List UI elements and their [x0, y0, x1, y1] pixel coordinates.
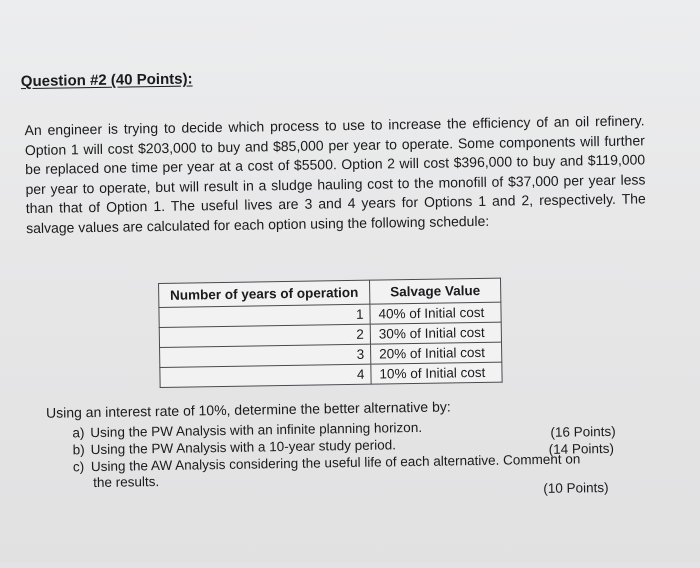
years-cell: 2 [159, 324, 370, 347]
question-heading: Question #2 (40 Points): [20, 70, 193, 91]
task-b-points: (14 Points) [548, 440, 615, 457]
task-c-letter: c) [72, 459, 85, 475]
table-row [160, 362, 502, 387]
problem-statement: An engineer is trying to decide which process to use to increase the efficiency of an oil refinery. Option 1 will cost $203,000 to buy and $85,000 per year to operate. Some components will further be replaced one time per year at a cost of $5500. Option 2 will cost $396,000 to buy and $119,000 per year to operate, but will result in a sludge hauling cost to the monofill of $37,000 per year less than that of Option 1. The useful lives are 3 and 4 years for Options 1 and 2, respectively. The salvage values are calculated for each option using the following schedule: [24, 112, 646, 236]
task-a-points: (16 Points) [550, 423, 616, 440]
header-salvage-value: Salvage Value [370, 278, 501, 304]
salvage-schedule-table [158, 278, 503, 388]
years-cell: 3 [160, 344, 371, 367]
task-a-text: Using the PW Analysis with an infinite planning horizon. [90, 419, 423, 441]
header-years-of-operation: Number of years of operation [159, 280, 370, 307]
task-c-text: Using the AW Analysis considering the useful life of each alternative. Comment on [90, 451, 581, 475]
salvage-cell: 10% of Initial cost [371, 362, 502, 384]
task-c-continuation: the results. [93, 474, 160, 491]
years-cell: 4 [160, 364, 371, 387]
years-cell: 1 [159, 304, 370, 327]
task-c-points: (10 Points) [543, 479, 609, 496]
salvage-cell: 40% of Initial cost [370, 302, 501, 324]
salvage-cell: 20% of Initial cost [371, 342, 502, 364]
task-b-text: Using the PW Analysis with a 10-year study period. [90, 437, 397, 458]
task-a-letter: a) [72, 425, 85, 441]
task-b-letter: b) [72, 442, 85, 458]
salvage-cell: 30% of Initial cost [370, 322, 501, 344]
instructions-intro: Using an interest rate of 10%, determine the better alternative by: [45, 398, 451, 421]
